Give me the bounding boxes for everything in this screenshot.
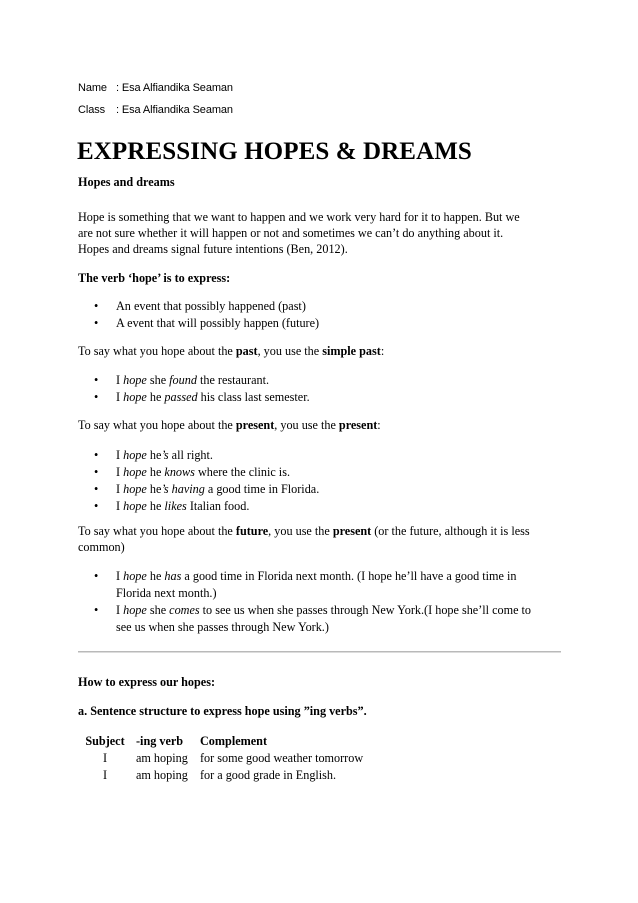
example-text: I xyxy=(116,390,124,404)
list-item xyxy=(94,389,310,406)
example-text: I xyxy=(116,499,124,513)
example-verb: has xyxy=(164,569,182,583)
cell-complement: for a good grade in English. xyxy=(200,768,337,782)
example-hope: hope xyxy=(123,390,147,404)
example-hope: hope xyxy=(123,448,147,462)
example-text: he xyxy=(146,390,165,404)
present-tense-keyword: present xyxy=(338,418,378,432)
example-text: I xyxy=(116,465,124,479)
class-value: : Esa Alfiandika Seaman xyxy=(116,104,233,116)
example-text: I xyxy=(116,569,124,583)
cell-ing-verb: am hoping xyxy=(136,768,188,782)
example-text: he xyxy=(146,569,165,583)
future-intro-text: To say what you hope about the xyxy=(78,524,236,538)
example-verb: passed xyxy=(164,390,198,404)
section-divider xyxy=(78,651,561,653)
example-text: I xyxy=(116,373,124,387)
example-text-continued: see us when she passes through New York.) xyxy=(116,620,329,634)
example-verb: found xyxy=(169,373,197,387)
future-intro xyxy=(78,523,530,540)
example-text: I xyxy=(116,482,124,496)
example-text: she xyxy=(146,373,170,387)
present-intro-text: To say what you hope about the xyxy=(78,418,236,432)
example-text: a good time in Florida next month. (I hope he’ll have a good time in xyxy=(181,569,517,583)
example-text: all right. xyxy=(168,448,213,462)
example-text: I xyxy=(116,603,124,617)
past-intro xyxy=(78,343,384,360)
cell-ing-verb: am hoping xyxy=(136,751,188,765)
list-item: • A event that will possibly happen (future) xyxy=(94,315,319,332)
simple-past-keyword: simple past xyxy=(322,344,381,358)
list-item: • An event that possibly happened (past) xyxy=(94,298,319,315)
past-intro-text: To say what you hope about the xyxy=(78,344,236,358)
class-line xyxy=(78,104,233,116)
example-text: he xyxy=(146,482,162,496)
past-intro-colon: : xyxy=(380,344,385,358)
name-line xyxy=(78,82,233,94)
definition-line-1: Hope is something that we want to happen and we work very hard for it to happen. But we xyxy=(78,210,520,224)
example-hope: hope xyxy=(123,373,147,387)
future-examples-list xyxy=(94,568,531,636)
list-item xyxy=(94,372,310,389)
example-text: a good time in Florida. xyxy=(204,482,320,496)
present-examples-list xyxy=(94,447,319,515)
header-ing-verb: -ing verb xyxy=(136,734,184,748)
list-item xyxy=(94,447,319,464)
example-text: Italian food. xyxy=(186,499,250,513)
example-text-continued: Florida next month.) xyxy=(116,586,217,600)
example-hope: hope xyxy=(123,569,147,583)
example-verb: comes xyxy=(169,603,200,617)
cell-subject: I xyxy=(102,751,108,765)
present-intro-text-2: , you use the xyxy=(274,418,339,432)
list-item xyxy=(94,481,319,498)
example-hope: hope xyxy=(123,465,147,479)
example-verb: likes xyxy=(164,499,187,513)
example-hope: hope xyxy=(123,499,147,513)
example-text: I xyxy=(116,448,124,462)
present-intro-colon: : xyxy=(377,418,381,432)
present-keyword: present xyxy=(235,418,275,432)
future-intro-text-2: , you use the xyxy=(268,524,333,538)
list-item xyxy=(94,498,319,515)
header-complement: Complement xyxy=(200,734,268,748)
list-item xyxy=(94,568,531,602)
example-text: where the clinic is. xyxy=(194,465,290,479)
past-keyword: past xyxy=(235,344,258,358)
header-subject: Subject xyxy=(85,734,125,748)
past-intro-text-2: , you use the xyxy=(257,344,323,358)
verb-hope-heading: The verb ‘hope’ is to express: xyxy=(78,271,231,285)
cell-subject: I xyxy=(102,768,108,782)
list-item xyxy=(94,464,319,481)
list-item xyxy=(94,602,531,636)
name-value: : Esa Alfiandika Seaman xyxy=(116,82,233,94)
example-verb: ’s having xyxy=(161,482,205,496)
example-text: the restaurant. xyxy=(196,373,269,387)
class-label: Class xyxy=(78,104,106,116)
name-label: Name xyxy=(78,82,107,94)
hopes-dreams-heading: Hopes and dreams xyxy=(78,175,175,189)
example-hope: hope xyxy=(123,603,147,617)
future-keyword: future xyxy=(235,524,269,538)
example-text: he xyxy=(146,465,165,479)
cell-complement: for some good weather tomorrow xyxy=(200,751,364,765)
future-present-keyword: present xyxy=(332,524,372,538)
example-hope: hope xyxy=(123,482,147,496)
sentence-structure-heading: a. Sentence structure to express hope using ”ing verbs”. xyxy=(78,704,367,718)
future-intro-text-3: (or the future, although it is less xyxy=(371,524,530,538)
future-intro-line-2: common) xyxy=(78,540,125,554)
example-text: he xyxy=(146,499,165,513)
example-text: to see us when she passes through New York.(I hope she’ll come to xyxy=(199,603,532,617)
example-text: she xyxy=(146,603,170,617)
verb-hope-list xyxy=(94,298,319,332)
past-examples-list xyxy=(94,372,310,406)
page-title: EXPRESSING HOPES & DREAMS xyxy=(77,138,472,165)
express-hopes-heading: How to express our hopes: xyxy=(78,675,216,689)
example-text: his class last semester. xyxy=(197,390,310,404)
example-verb: knows xyxy=(164,465,195,479)
example-verb: ’s xyxy=(161,448,169,462)
example-text: he xyxy=(146,448,162,462)
definition-line-3: Hopes and dreams signal future intentions (Ben, 2012). xyxy=(78,242,348,256)
definition-line-2: are not sure whether it will happen or not and sometimes we can’t do anything about it. xyxy=(78,226,504,240)
present-intro xyxy=(78,417,381,434)
